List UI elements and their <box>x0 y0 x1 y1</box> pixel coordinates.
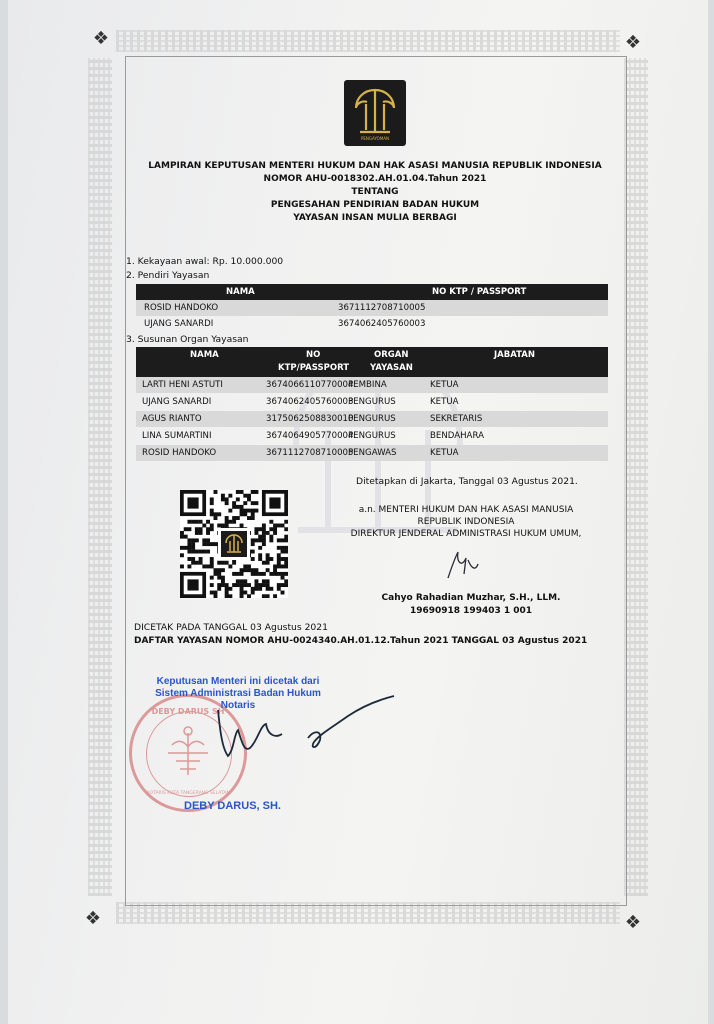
organ-member-ktp: 3674064905770004 <box>266 431 354 441</box>
founder-ktp: 3671112708710005 <box>338 303 426 313</box>
organs-col-position: JABATAN <box>494 350 535 360</box>
organ-member-organ: PEMBINA <box>348 380 387 390</box>
organ-member-position: KETUA <box>430 397 459 407</box>
authority-block <box>338 504 594 540</box>
place-date: Ditetapkan di Jakarta, Tanggal 03 Agustus 2021. <box>356 476 578 487</box>
initial-assets: 1. Kekayaan awal: Rp. 10.000.000 <box>126 256 284 267</box>
authority-line-3: DIREKTUR JENDERAL ADMINISTRASI HUKUM UMUM, <box>350 529 582 539</box>
organs-col-organ: ORGAN <box>374 350 409 360</box>
table-row <box>136 300 608 316</box>
organ-member-organ: PENGURUS <box>348 431 396 441</box>
organ-member-position: KETUA <box>430 448 459 458</box>
title-line-3: TENTANG <box>351 187 399 197</box>
stamp-bottom-text: NOTARIS KOTA TANGERANG SELATAN <box>146 791 230 796</box>
title-line-2: NOMOR AHU-0018302.AH.01.04.Tahun 2021 <box>263 174 487 184</box>
qr-center-logo <box>218 528 250 560</box>
notary-name: DEBY DARUS, SH. <box>184 800 281 812</box>
organ-member-name: AGUS RIANTO <box>142 414 202 424</box>
organ-member-organ: PENGURUS <box>348 397 396 407</box>
corner-ornament-icon: ❖ <box>624 912 642 933</box>
founders-table-header <box>136 284 608 300</box>
organ-member-position: KETUA <box>430 380 459 390</box>
stamp-top-text: DEBY DARUS SH <box>151 707 225 716</box>
title-line-4: PENGESAHAN PENDIRIAN BADAN HUKUM <box>270 200 480 210</box>
director-block <box>364 592 578 618</box>
registry-number: DAFTAR YAYASAN NOMOR AHU-0024340.AH.01.12.Tahun 2021 TANGGAL 03 Agustus 2021 <box>134 636 588 646</box>
table-row <box>136 394 608 410</box>
notary-note-line-2: Sistem Administrasi Badan Hukum <box>155 688 321 699</box>
organ-member-name: LINA SUMARTINI <box>142 431 212 441</box>
title-line-1: LAMPIRAN KEPUTUSAN MENTERI HUKUM DAN HAK ASASI MANUSIA REPUBLIK INDONESIA <box>148 161 602 171</box>
organs-col-yayasan: YAYASAN <box>370 363 413 373</box>
document-title <box>128 160 622 225</box>
organs-table-header <box>136 347 608 377</box>
print-date: DICETAK PADA TANGGAL 03 Agustus 2021 <box>134 622 328 633</box>
organ-member-ktp: 3671112708710005 <box>266 448 354 458</box>
director-name: Cahyo Rahadian Muzhar, S.H., LLM. <box>381 593 561 603</box>
organ-member-organ: PENGURUS <box>348 414 396 424</box>
table-row <box>136 445 608 461</box>
logo-caption: PENGAYOMAN <box>360 136 389 141</box>
title-line-5: YAYASAN INSAN MULIA BERBAGI <box>293 213 457 223</box>
organs-section-title: 3. Susunan Organ Yayasan <box>126 334 249 345</box>
organ-member-name: UJANG SANARDI <box>142 397 212 407</box>
border-top <box>116 30 620 52</box>
organ-member-ktp: 3674066110770004 <box>266 380 354 390</box>
organ-member-position: SEKRETARIS <box>430 414 483 424</box>
founder-name: UJANG SANARDI <box>144 319 214 329</box>
founder-ktp: 3674062405760003 <box>338 319 426 329</box>
organ-member-ktp: 3674062405760003 <box>266 397 354 407</box>
table-row <box>136 411 608 427</box>
notary-signature-icon <box>198 690 398 770</box>
pengayoman-logo <box>344 80 406 146</box>
qr-emblem-icon <box>221 531 247 557</box>
table-row <box>136 377 608 393</box>
founders-col-name: NAMA <box>226 287 255 297</box>
notary-note-line-1: Keputusan Menteri ini dicetak dari <box>156 676 320 687</box>
authority-line-2: REPUBLIK INDONESIA <box>417 517 515 527</box>
director-nip: 19690918 199403 1 001 <box>409 606 533 616</box>
organs-col-name: NAMA <box>190 350 219 360</box>
notary-note-line-3: Notaris <box>220 700 256 711</box>
organs-col-ktp: KTP/PASSPORT <box>278 363 350 373</box>
table-row <box>136 428 608 444</box>
document-page <box>8 0 708 1024</box>
border-left <box>88 58 112 896</box>
corner-ornament-icon: ❖ <box>624 32 642 53</box>
founders-col-ktp: NO KTP / PASSPORT <box>432 287 527 297</box>
corner-ornament-icon: ❖ <box>84 908 102 929</box>
border-right <box>624 58 648 896</box>
founder-name: ROSID HANDOKO <box>144 303 219 313</box>
qr-code <box>180 490 288 598</box>
organ-member-ktp: 3175062508830010 <box>266 414 354 424</box>
organ-member-position: BENDAHARA <box>430 431 484 441</box>
table-row <box>136 316 608 332</box>
organ-member-name: LARTI HENI ASTUTI <box>142 380 223 390</box>
organ-member-organ: PENGAWAS <box>348 448 397 458</box>
authority-line-1: a.n. MENTERI HUKUM DAN HAK ASASI MANUSIA <box>358 505 574 515</box>
organ-member-name: ROSID HANDOKO <box>142 448 217 458</box>
founders-section-title: 2. Pendiri Yayasan <box>126 270 210 281</box>
organs-col-no: NO <box>306 350 321 360</box>
director-signature-icon <box>442 548 482 584</box>
corner-ornament-icon: ❖ <box>92 28 110 49</box>
